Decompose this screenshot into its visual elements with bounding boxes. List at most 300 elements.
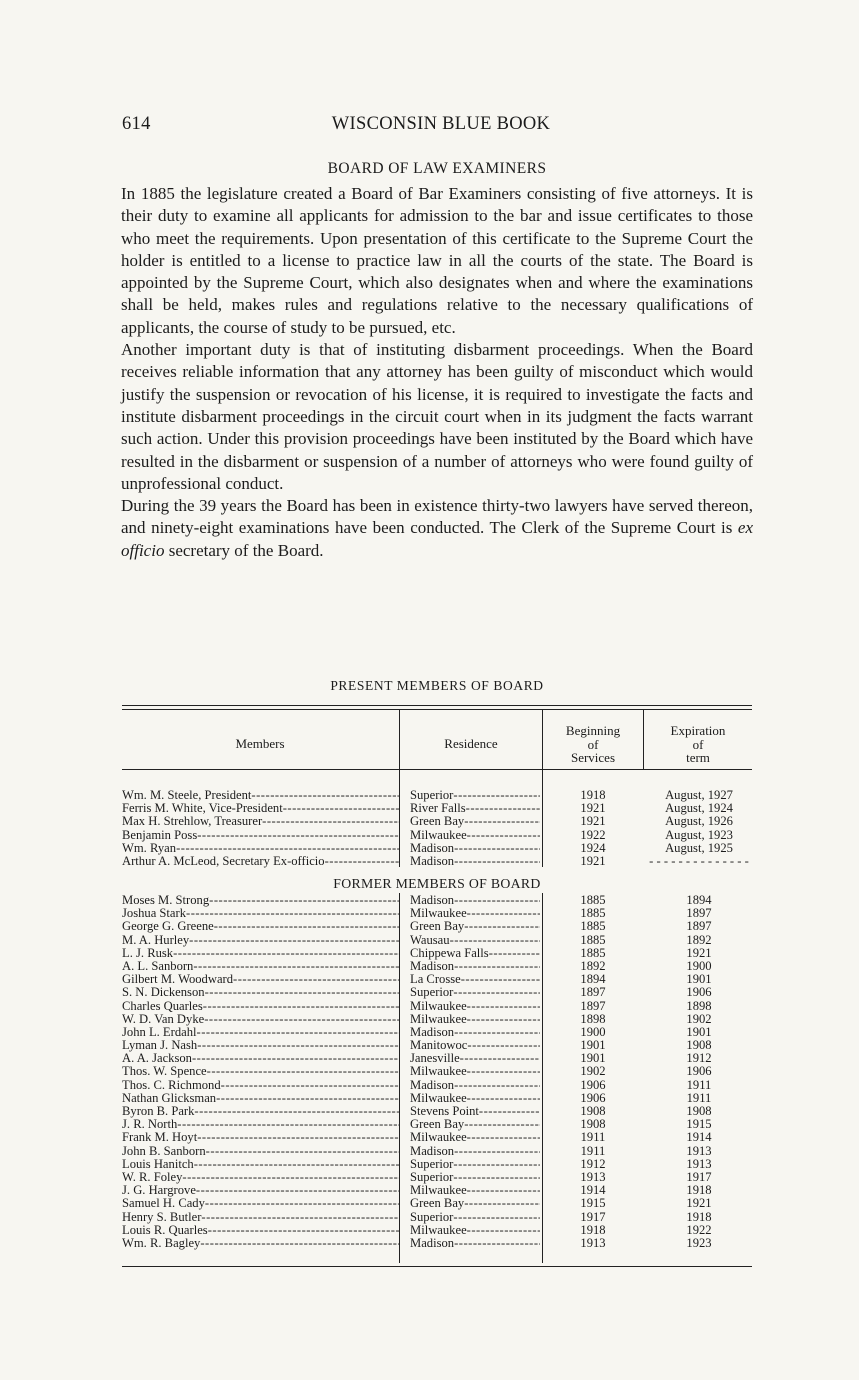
member-residence-text: La Crosse: [410, 973, 461, 987]
leader-dots: [173, 947, 399, 960]
leader-dots: [467, 1039, 540, 1052]
header-expiration-line1: Expiration: [670, 723, 726, 738]
member-residence-text: Madison: [410, 1144, 455, 1158]
member-beginning: 1914: [580, 1184, 606, 1198]
leader-dots: [460, 1052, 540, 1065]
member-expiration: August, 1927: [665, 789, 733, 802]
member-residence-text: Superior: [410, 789, 454, 802]
member-name: [122, 894, 399, 907]
member-expiration: 1917: [686, 1170, 712, 1184]
leader-dots: [325, 855, 399, 868]
member-residence: [410, 960, 540, 973]
body-text: [121, 183, 753, 562]
table-row: [122, 907, 752, 920]
member-residence: [410, 789, 540, 802]
table-row: [122, 1000, 752, 1013]
leader-dots: [479, 1105, 540, 1118]
member-residence-text: Milwaukee: [410, 1131, 467, 1145]
member-name: [122, 960, 399, 973]
former-members-title: FORMER MEMBERS OF BOARD: [333, 876, 541, 891]
member-name-text: Benjamin Poss: [122, 828, 198, 842]
leader-dots: [467, 829, 540, 842]
header-expiration: [644, 724, 752, 765]
table-row: [122, 829, 752, 842]
member-residence-text: Madison: [410, 1078, 455, 1092]
header-beginning-line1: Beginning: [565, 723, 621, 738]
member-expiration: 1911: [686, 1091, 712, 1105]
table-row: [122, 1118, 752, 1131]
member-name: [122, 1039, 399, 1052]
leader-dots: [467, 1013, 540, 1026]
table-row: [122, 1079, 752, 1092]
member-name-text: J. R. North: [122, 1118, 178, 1132]
paragraph-3-italic: ex officio: [121, 518, 753, 560]
table-row: [122, 1184, 752, 1197]
leader-dots: [450, 934, 540, 947]
member-name-text: Frank M. Hoyt: [122, 1131, 198, 1145]
member-name: [122, 920, 399, 933]
leader-dots: [453, 1158, 540, 1171]
leader-dots: [467, 1224, 540, 1237]
leader-dots: [454, 894, 540, 907]
member-name: [122, 1065, 399, 1078]
leader-dots: [206, 1145, 399, 1158]
member-name-text: Louis R. Quarles: [122, 1223, 208, 1237]
member-beginning: 1897: [580, 999, 606, 1013]
member-expiration: 1908: [686, 1039, 712, 1053]
member-name: [122, 1000, 399, 1013]
member-expiration: 1912: [686, 1052, 712, 1066]
member-residence: [410, 1105, 540, 1118]
leader-dots: [466, 802, 540, 815]
member-expiration: 1906: [686, 1065, 712, 1079]
member-beginning: 1902: [580, 1065, 606, 1079]
member-residence: [410, 947, 540, 960]
member-residence: [410, 1171, 540, 1184]
table-row: [122, 1224, 752, 1237]
table-row: [122, 973, 752, 986]
member-expiration: 1921: [686, 946, 712, 960]
header-beginning-line3: Services: [570, 750, 616, 765]
member-expiration: 1901: [686, 973, 712, 987]
member-residence: [410, 1145, 540, 1158]
member-residence-text: Green Bay: [410, 815, 465, 829]
table-row: [122, 1013, 752, 1026]
table-row: [122, 920, 752, 933]
member-residence-text: Milwaukee: [410, 1012, 467, 1026]
leader-dots: [464, 920, 540, 933]
member-residence-text: Milwaukee: [410, 1223, 467, 1237]
table-row: [122, 986, 752, 999]
member-name: [122, 842, 399, 855]
member-residence-text: Chippewa Falls: [410, 946, 489, 960]
header-beginning-line2: of: [587, 736, 599, 752]
member-expiration: 1923: [686, 1236, 712, 1250]
member-beginning: 1885: [580, 933, 606, 947]
leader-dots: [464, 1197, 540, 1210]
member-beginning: 1913: [580, 1170, 606, 1184]
member-name-text: Thos. C. Richmond: [122, 1078, 221, 1092]
leader-dots: [454, 842, 540, 855]
member-name-text: W. R. Foley: [122, 1170, 183, 1184]
member-name-text: Ferris M. White, Vice-President: [122, 802, 283, 816]
member-name: [122, 1052, 399, 1065]
member-name-text: A. L. Sanborn: [122, 959, 194, 973]
leader-dots: [461, 973, 540, 986]
member-name-text: Charles Quarles: [122, 999, 203, 1013]
leader-dots: [186, 907, 399, 920]
member-name-text: Lyman J. Nash: [122, 1039, 198, 1053]
member-name: [122, 1224, 399, 1237]
member-residence-text: Madison: [410, 841, 455, 855]
header-expiration-line3: term: [686, 750, 710, 765]
member-beginning: 1911: [580, 1131, 606, 1145]
member-residence: [410, 1065, 540, 1078]
member-expiration: 1918: [686, 1184, 712, 1198]
leader-dots: [453, 789, 540, 802]
member-name-text: Wm. R. Bagley: [122, 1236, 201, 1250]
member-residence: [410, 1092, 540, 1105]
member-beginning: 1885: [580, 920, 606, 934]
leader-dots: [283, 802, 399, 815]
member-expiration: 1913: [686, 1144, 712, 1158]
member-residence: [410, 894, 540, 907]
member-name-text: Thos. W. Spence: [122, 1065, 207, 1079]
running-title: WISCONSIN BLUE BOOK: [331, 114, 551, 134]
member-name-text: A. A. Jackson: [122, 1052, 192, 1066]
member-name: [122, 1131, 399, 1144]
member-name: [122, 815, 399, 828]
leader-dots: [467, 907, 540, 920]
member-residence: [410, 1026, 540, 1039]
leader-dots: [197, 1026, 400, 1039]
leader-dots: [205, 1197, 399, 1210]
member-name-text: Wm. M. Steele, President: [122, 789, 252, 802]
leader-dots: [467, 1065, 540, 1078]
table-row: [122, 934, 752, 947]
leader-dots: [201, 1211, 399, 1224]
leader-dots: [194, 1158, 399, 1171]
member-residence-text: Manitowoc: [410, 1039, 468, 1053]
member-name-text: M. A. Hurley: [122, 933, 190, 947]
member-name: [122, 855, 399, 868]
table-row: [122, 894, 752, 907]
member-expiration: August, 1925: [665, 841, 733, 855]
header-residence: Residence: [444, 736, 498, 751]
member-name: [122, 1184, 399, 1197]
leader-dots: [200, 1237, 399, 1250]
table-row: [122, 1158, 752, 1171]
member-name-text: Wm. Ryan: [122, 841, 177, 855]
member-beginning: 1912: [580, 1157, 606, 1171]
leader-dots: [454, 855, 540, 868]
leader-dots: [204, 1013, 399, 1026]
member-residence: [410, 1197, 540, 1210]
leader-dots: [197, 1039, 399, 1052]
member-residence: [410, 973, 540, 986]
member-residence: [410, 920, 540, 933]
member-name: [122, 1211, 399, 1224]
leader-dots: [221, 1079, 399, 1092]
member-name: [122, 934, 399, 947]
member-residence-text: Madison: [410, 959, 455, 973]
table-top-rule-2: [122, 709, 752, 710]
member-expiration: 1897: [686, 920, 712, 934]
member-residence-text: Madison: [410, 1236, 455, 1250]
member-beginning: 1885: [580, 907, 606, 921]
member-residence-text: Superior: [410, 1170, 454, 1184]
member-residence: [410, 1118, 540, 1131]
leader-dots: [467, 1184, 540, 1197]
member-expiration: 1922: [686, 1223, 712, 1237]
member-name: [122, 1158, 399, 1171]
member-expiration: 1906: [686, 986, 712, 1000]
member-name: [122, 1105, 399, 1118]
member-expiration: 1908: [686, 1105, 712, 1118]
member-residence: [410, 986, 540, 999]
member-name: [122, 789, 399, 802]
member-beginning: 1900: [580, 1025, 606, 1039]
leader-dots: [453, 986, 540, 999]
member-name: [122, 1197, 399, 1210]
former-members-list: [122, 894, 752, 1250]
leader-dots: [194, 1105, 399, 1118]
member-name-text: Nathan Glicksman: [122, 1091, 217, 1105]
leader-dots: [464, 815, 540, 828]
member-expiration: 1897: [686, 907, 712, 921]
leader-dots: [197, 829, 399, 842]
member-name-text: George G. Greene: [122, 920, 214, 934]
leader-dots: [207, 1065, 399, 1078]
table-row: [122, 1039, 752, 1052]
member-beginning: 1911: [580, 1144, 606, 1158]
member-beginning: 1897: [580, 986, 606, 1000]
member-residence-text: Milwaukee: [410, 1091, 467, 1105]
table-row: [122, 842, 752, 855]
member-name-text: Louis Hanitch: [122, 1157, 194, 1171]
member-expiration: August, 1926: [665, 815, 733, 829]
member-residence-text: Wausau: [410, 933, 450, 947]
member-expiration: 1921: [686, 1197, 712, 1211]
member-residence: [410, 1079, 540, 1092]
leader-dots: [177, 1118, 399, 1131]
header-members: Members: [235, 736, 285, 751]
leader-dots: [454, 1237, 540, 1250]
member-beginning: 1894: [580, 973, 606, 987]
leader-dots: [467, 1092, 540, 1105]
member-beginning: 1918: [580, 789, 606, 802]
leader-dots: [197, 1131, 399, 1144]
leader-dots: [453, 1211, 540, 1224]
leader-dots: [216, 1092, 399, 1105]
member-beginning: 1908: [580, 1118, 606, 1132]
table-row: [122, 1211, 752, 1224]
member-residence: [410, 1052, 540, 1065]
member-beginning: 1906: [580, 1091, 606, 1105]
member-name: [122, 829, 399, 842]
member-expiration: 1915: [686, 1118, 712, 1132]
member-residence-text: Superior: [410, 986, 454, 1000]
member-beginning: 1918: [580, 1223, 606, 1237]
member-residence: [410, 815, 540, 828]
member-residence: [410, 829, 540, 842]
member-name: [122, 1237, 399, 1250]
member-expiration: 1894: [686, 894, 712, 907]
member-residence-text: Madison: [410, 1025, 455, 1039]
member-name-text: L. J. Rusk: [122, 946, 174, 960]
member-name: [122, 1118, 399, 1131]
leader-dots: [453, 1171, 540, 1184]
member-name-text: Max H. Strehlow, Treasurer: [122, 815, 263, 829]
member-beginning: 1913: [580, 1236, 606, 1250]
member-name-text: John B. Sanborn: [122, 1144, 206, 1158]
table-row: [122, 1197, 752, 1210]
member-residence-text: Madison: [410, 854, 455, 868]
section-title: BOARD OF LAW EXAMINERS: [327, 160, 547, 177]
member-beginning: 1908: [580, 1105, 606, 1118]
member-residence: [410, 855, 540, 868]
table-title: PRESENT MEMBERS OF BOARD: [330, 678, 544, 693]
member-name-text: John L. Erdahl: [122, 1025, 197, 1039]
table-row: [122, 855, 752, 868]
member-residence-text: Green Bay: [410, 1118, 465, 1132]
member-beginning: 1915: [580, 1197, 606, 1211]
leader-dots: [251, 789, 399, 802]
member-residence: [410, 1184, 540, 1197]
member-residence: [410, 1131, 540, 1144]
member-residence-text: Milwaukee: [410, 1065, 467, 1079]
member-name: [122, 1171, 399, 1184]
leader-dots: [189, 934, 399, 947]
member-residence: [410, 802, 540, 815]
member-expiration: 1913: [686, 1157, 712, 1171]
member-expiration: 1914: [686, 1131, 712, 1145]
table-row: [122, 1237, 752, 1250]
member-name-text: Gilbert M. Woodward: [122, 973, 234, 987]
member-residence: [410, 1013, 540, 1026]
member-residence-text: Madison: [410, 894, 455, 907]
member-beginning: 1892: [580, 959, 606, 973]
table-row: [122, 1171, 752, 1184]
member-name-text: Joshua Stark: [122, 907, 187, 921]
leader-dots: [196, 1184, 399, 1197]
leader-dots: [182, 1171, 399, 1184]
member-expiration: 1900: [686, 959, 712, 973]
leader-dots: [464, 1118, 540, 1131]
member-beginning: 1921: [580, 815, 606, 829]
page-number: 614: [122, 114, 151, 134]
member-name-text: J. G. Hargrove: [122, 1184, 196, 1198]
paragraph-3-text-b: secretary of the Board.: [164, 540, 324, 560]
member-name: [122, 1145, 399, 1158]
leader-dots: [176, 842, 399, 855]
member-residence-text: Milwaukee: [410, 907, 467, 921]
member-expiration: [646, 855, 752, 868]
leader-dots: [454, 960, 540, 973]
table-row: [122, 1105, 752, 1118]
leader-dots: [214, 920, 399, 933]
member-residence-text: Superior: [410, 1157, 454, 1171]
member-beginning: 1885: [580, 946, 606, 960]
member-beginning: 1898: [580, 1012, 606, 1026]
member-beginning: 1901: [580, 1052, 606, 1066]
member-residence-text: Superior: [410, 1210, 454, 1224]
paragraph-1: In 1885 the legislature created a Board of Bar Examiners consisting of five attorneys. It is their duty to examine all applicants for admission to the bar and issue certificates to those who meet the requirements. Upon presentation of this certificate to the Supreme Court the holder is entitled to a license to practice law in all the courts of the state. The Board is appointed by the Supreme Court, which also designates when and where the examinations shall be held, makes rules and regulations relative to the necessary qualifications of applicants, the course of study to be pursued, etc.: [121, 184, 753, 337]
member-name-text: Byron B. Park: [122, 1105, 195, 1118]
table-row: [122, 1026, 752, 1039]
member-name: [122, 1079, 399, 1092]
member-expiration: 1892: [686, 933, 712, 947]
paragraph-3: [121, 495, 753, 562]
header-beginning: [543, 724, 643, 765]
member-residence-text: Milwaukee: [410, 828, 467, 842]
member-residence: [410, 907, 540, 920]
member-beginning: 1917: [580, 1210, 606, 1224]
member-name: [122, 986, 399, 999]
member-name-text: Arthur A. McLeod, Secretary Ex-officio: [122, 854, 325, 868]
leader-dots: [192, 1052, 399, 1065]
table-row: [122, 960, 752, 973]
table-row: [122, 1065, 752, 1078]
member-beginning: 1906: [580, 1078, 606, 1092]
table-bottom-rule: [122, 1266, 752, 1267]
present-members-list: [122, 789, 752, 868]
member-residence-text: Janesville: [410, 1052, 460, 1066]
member-name-text: S. N. Dickenson: [122, 986, 205, 1000]
member-expiration: August, 1924: [665, 802, 733, 816]
table-row: [122, 1052, 752, 1065]
member-name-text: Samuel H. Cady: [122, 1197, 205, 1211]
member-beginning: 1901: [580, 1039, 606, 1053]
member-expiration: 1901: [686, 1025, 712, 1039]
member-residence: [410, 1000, 540, 1013]
leader-dots: [208, 1224, 399, 1237]
member-name-text: Moses M. Strong: [122, 894, 210, 907]
header-bottom-rule: [122, 769, 752, 770]
member-name: [122, 973, 399, 986]
member-residence: [410, 1211, 540, 1224]
member-name: [122, 947, 399, 960]
member-expiration: 1911: [686, 1078, 712, 1092]
table-row: [122, 1092, 752, 1105]
member-name: [122, 802, 399, 815]
member-expiration: 1902: [686, 1012, 712, 1026]
paragraph-2: Another important duty is that of instituting disbarment proceedings. When the Board receives reliable information that any attorney has been guilty of misconduct which would justify the suspension or revocation of his license, it is required to investigate the facts and institute disbarment proceedings in the circuit court when in its judgment the facts warrant such action. Under this provision proceedings have been instituted by the Board which have resulted in the disbarment or suspension of a number of attorneys who were found guilty of unprofessional conduct.: [121, 340, 753, 493]
member-residence: [410, 1039, 540, 1052]
member-residence: [410, 934, 540, 947]
member-name-text: Henry S. Butler: [122, 1210, 202, 1224]
running-head: [122, 114, 752, 138]
leader-dots: [489, 947, 540, 960]
member-name: [122, 1013, 399, 1026]
member-residence: [410, 1237, 540, 1250]
leader-dots: [203, 1000, 399, 1013]
table-row: [122, 947, 752, 960]
member-expiration: 1898: [686, 999, 712, 1013]
paragraph-3-text-a: During the 39 years the Board has been in existence thirty-two lawyers have served thereon, and ninety-eight examinations have been conducted. The Clerk of the Supreme Court is: [121, 496, 753, 538]
member-beginning: 1924: [580, 841, 606, 855]
member-residence: [410, 842, 540, 855]
leader-dots: [262, 815, 399, 828]
table-top-rule-1: [122, 705, 752, 706]
member-residence-text: Green Bay: [410, 920, 465, 934]
table-row: [122, 1145, 752, 1158]
leader-dots: [193, 960, 399, 973]
member-beginning: 1921: [580, 854, 606, 868]
leader-dots: [454, 1026, 540, 1039]
table-row: [122, 802, 752, 815]
member-name: [122, 1026, 399, 1039]
